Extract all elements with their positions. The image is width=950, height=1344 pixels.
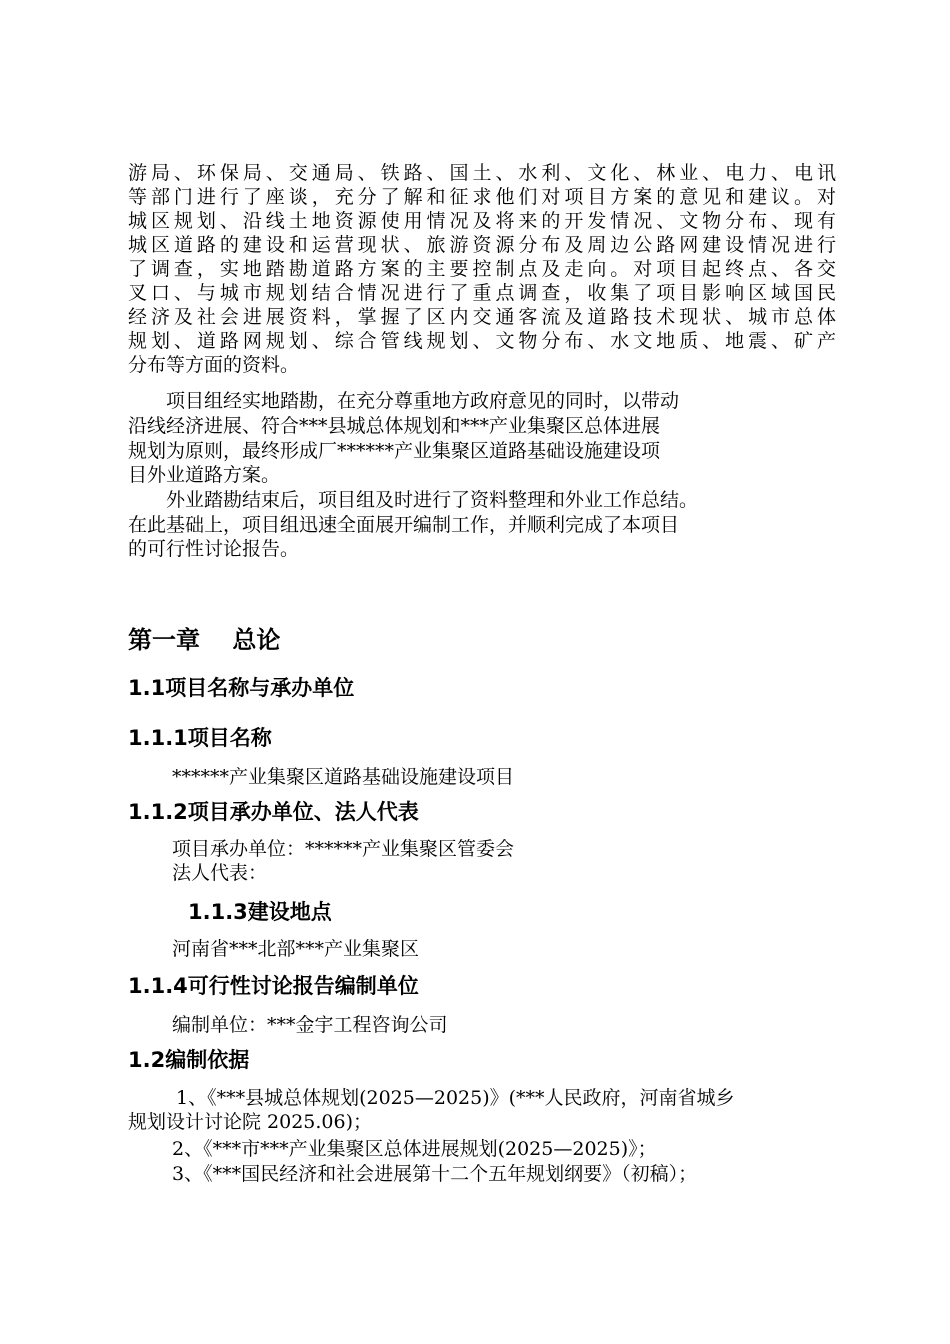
compiling-unit: 编制单位：***金宇工程咨询公司 xyxy=(172,1014,448,1036)
section-heading-1-1-3: 1.1.3建设地点 xyxy=(188,900,332,924)
paragraph3-line: 外业踏勘结束后，项目组及时进行了资料整理和外业工作总结。 xyxy=(166,489,699,511)
basis-item-1: 1、《***县城总体规划(2025—2025)》(***人民政府，河南省城乡 xyxy=(176,1087,735,1109)
basis-item-1-cont: 规划设计讨论院 2025.06)； xyxy=(128,1111,373,1133)
project-name: ******产业集聚区道路基础设施建设项目 xyxy=(172,766,515,788)
construction-location: 河南省***北部***产业集聚区 xyxy=(172,938,420,960)
chapter-title: 第一章 总论 xyxy=(128,626,281,654)
section-heading-1-1: 1.1项目名称与承办单位 xyxy=(128,676,355,700)
intro-line: 城区规划、沿线土地资源使用情况及将来的开发情况、文物分布、现有 xyxy=(128,210,836,232)
section-heading-1-1-1: 1.1.1项目名称 xyxy=(128,726,272,750)
paragraph2-line: 规划为原则，最终形成厂******产业集聚区道路基础设施建设项 xyxy=(128,440,661,462)
basis-item-3: 3、《***国民经济和社会进展第十二个五年规划纲要》（初稿）； xyxy=(172,1163,698,1185)
paragraph2-line: 沿线经济进展、符合***县城总体规划和***产业集聚区总体进展 xyxy=(128,415,661,437)
paragraph2-line: 项目组经实地踏勘，在充分尊重地方政府意见的同时，以带动 xyxy=(166,390,680,412)
section-heading-1-1-4: 1.1.4可行性讨论报告编制单位 xyxy=(128,974,419,998)
intro-line: 规划、道路网规划、综合管线规划、文物分布、水文地质、地震、矿产 xyxy=(128,330,836,352)
intro-paragraph xyxy=(128,161,836,377)
legal-representative: 法人代表： xyxy=(172,862,268,884)
paragraph3-line: 的可行性讨论报告。 xyxy=(128,538,300,560)
section-heading-1-1-2: 1.1.2项目承办单位、法人代表 xyxy=(128,800,419,824)
paragraph3-line: 在此基础上，项目组迅速全面展开编制工作，并顺利完成了本项目 xyxy=(128,514,680,536)
intro-line: 经济及社会进展资料，掌握了区内交通客流及道路技术现状、城市总体 xyxy=(128,306,836,328)
intro-line: 游局、环保局、交通局、铁路、国土、水利、文化、林业、电力、电讯 xyxy=(128,162,836,184)
intro-line: 城区道路的建设和运营现状、旅游资源分布及周边公路网建设情况进行 xyxy=(128,234,836,256)
sponsor-unit: 项目承办单位：******产业集聚区管委会 xyxy=(172,838,515,860)
intro-line: 了调查，实地踏勘道路方案的主要控制点及走向。对项目起终点、各交 xyxy=(128,258,836,280)
intro-line: 等部门进行了座谈，充分了解和征求他们对项目方案的意见和建议。对 xyxy=(128,186,836,208)
intro-line: 分布等方面的资料。 xyxy=(128,354,300,376)
basis-item-2: 2、《***市***产业集聚区总体进展规划(2025—2025)》； xyxy=(172,1138,657,1160)
section-heading-1-2: 1.2编制依据 xyxy=(128,1048,250,1072)
paragraph2-line: 目外业道路方案。 xyxy=(128,464,281,486)
intro-line: 叉口、与城市规划结合情况进行了重点调查，收集了项目影响区域国民 xyxy=(128,282,836,304)
